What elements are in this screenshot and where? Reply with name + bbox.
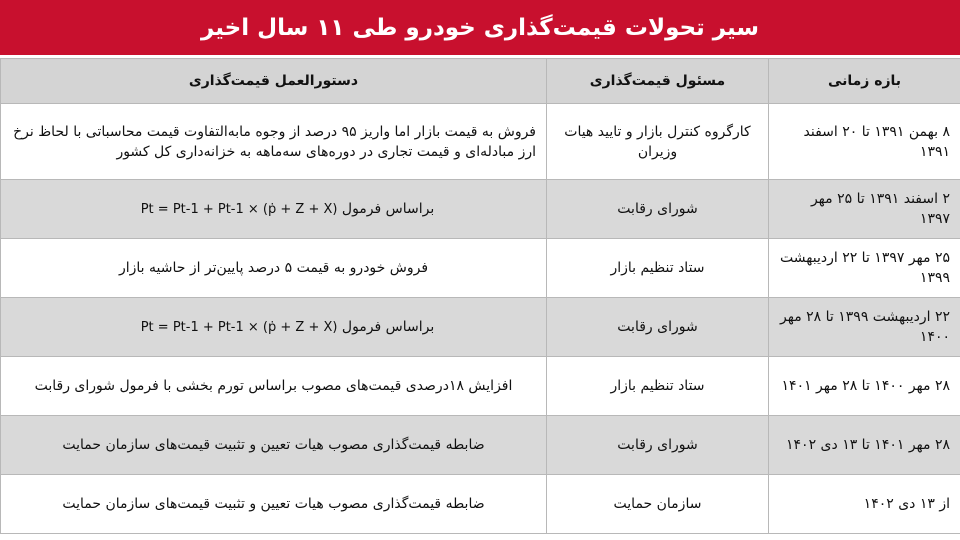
responsible-cell: شورای رقابت (547, 416, 769, 475)
instruction-cell: افزایش ۱۸درصدی قیمت‌های مصوب براساس تورم بخشی با فرمول شورای رقابت (1, 357, 547, 416)
instruction-text: براساس فرمول (341, 318, 435, 335)
responsible-cell: ستاد تنظیم بازار (547, 239, 769, 298)
table-header-row (1, 59, 960, 104)
period-cell: ۲۲ اردیبهشت ۱۳۹۹ تا ۲۸ مهر ۱۴۰۰ (769, 298, 960, 357)
table-row (1, 298, 960, 357)
instruction-cell: ضابطه قیمت‌گذاری مصوب هیات تعیین و تثبیت قیمت‌های سازمان حمایت (1, 416, 547, 475)
responsible-cell: شورای رقابت (547, 180, 769, 239)
instruction-cell: ضابطه قیمت‌گذاری مصوب هیات تعیین و تثبیت قیمت‌های سازمان حمایت (1, 475, 547, 534)
period-cell: ۲۸ مهر ۱۴۰۱ تا ۱۳ دی ۱۴۰۲ (769, 416, 960, 475)
responsible-cell: سازمان حمایت (547, 475, 769, 534)
title-bar (0, 0, 960, 55)
table-row (1, 104, 960, 180)
page-title: سیر تحولات قیمت‌گذاری خودرو طی ۱۱ سال اخیر (200, 14, 760, 41)
period-cell: ۲۵ مهر ۱۳۹۷ تا ۲۲ اردیبهشت ۱۳۹۹ (769, 239, 960, 298)
header-period: بازه زمانی (769, 59, 960, 104)
table-row (1, 416, 960, 475)
header-responsible: مسئول قیمت‌گذاری (547, 59, 769, 104)
instruction-cell (1, 180, 547, 239)
responsible-cell: کارگروه کنترل بازار و تایید هیات وزیران (547, 104, 769, 180)
instruction-cell: فروش به قیمت بازار اما واریز ۹۵ درصد از وجوه مابه‌التفاوت قیمت محاسباتی با لحاظ نرخ ارز مبادله‌ای و قیمت تجاری در دوره‌های سه‌ماهه به خزانه‌داری کل کشور (1, 104, 547, 180)
table-row (1, 357, 960, 416)
pricing-formula: Pt = Pt-1 + Pt-1 × (ṗ + Z + X) (140, 201, 338, 217)
period-cell: از ۱۳ دی ۱۴۰۲ (769, 475, 960, 534)
pricing-history-table (0, 58, 960, 534)
responsible-cell: ستاد تنظیم بازار (547, 357, 769, 416)
instruction-cell (1, 298, 547, 357)
period-cell: ۲۸ مهر ۱۴۰۰ تا ۲۸ مهر ۱۴۰۱ (769, 357, 960, 416)
period-cell: ۲ اسفند ۱۳۹۱ تا ۲۵ مهر ۱۳۹۷ (769, 180, 960, 239)
instruction-cell: فروش خودرو به قیمت ۵ درصد پایین‌تر از حاشیه بازار (1, 239, 547, 298)
responsible-cell: شورای رقابت (547, 298, 769, 357)
table-row (1, 180, 960, 239)
period-cell: ۸ بهمن ۱۳۹۱ تا ۲۰ اسفند ۱۳۹۱ (769, 104, 960, 180)
header-instruction: دستورالعمل قیمت‌گذاری (1, 59, 547, 104)
instruction-text: براساس فرمول (341, 200, 435, 217)
pricing-formula: Pt = Pt-1 + Pt-1 × (ṗ + Z + X) (140, 319, 338, 335)
table-row (1, 475, 960, 534)
table-row (1, 239, 960, 298)
